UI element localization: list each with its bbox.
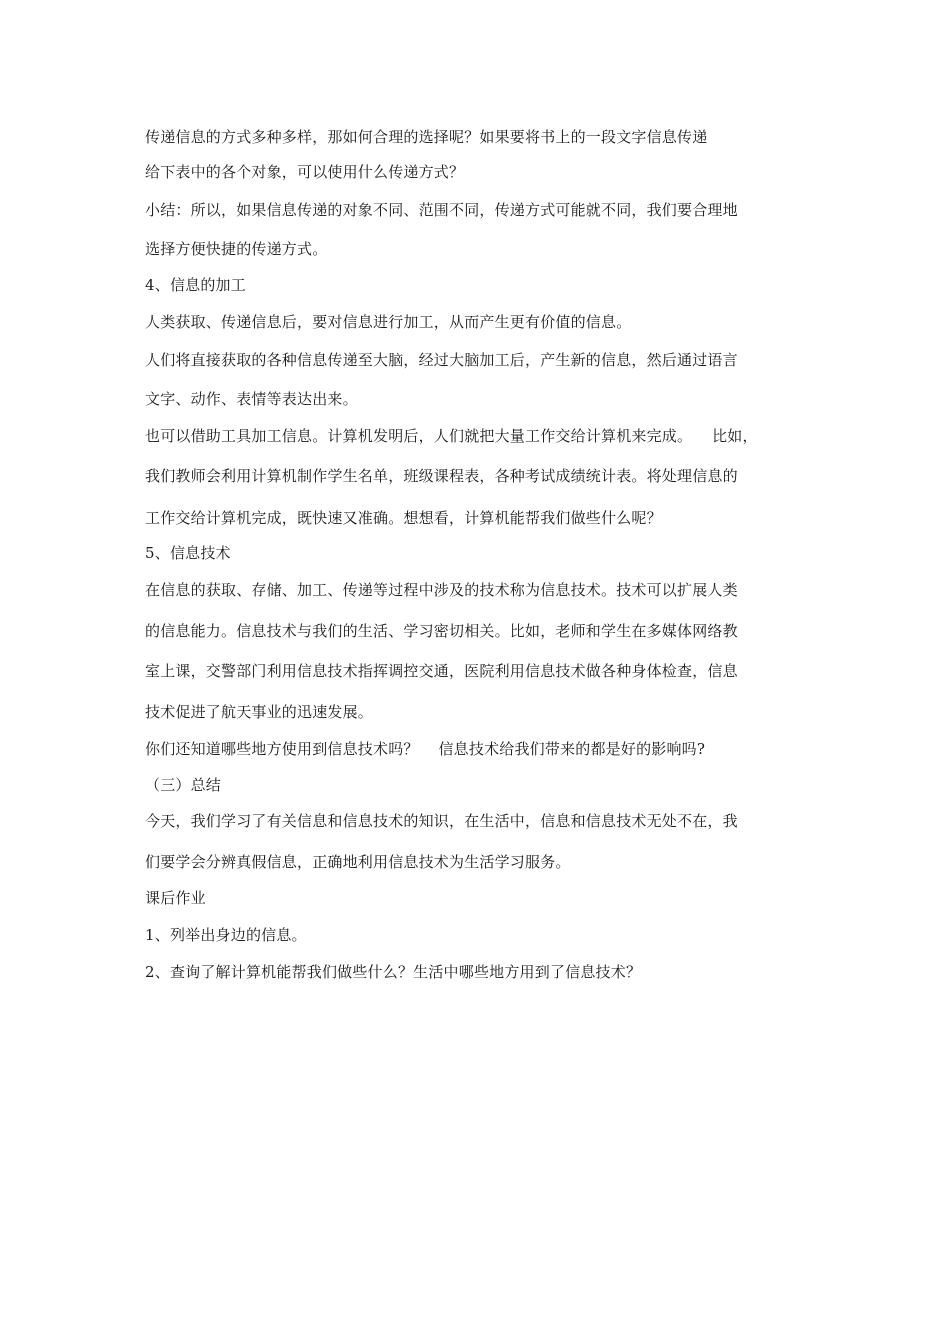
paragraph-line: 文字、动作、表情等表达出来。	[145, 390, 358, 408]
homework-item: 1、列举出身边的信息。	[145, 926, 307, 944]
paragraph-line: 的信息能力。信息技术与我们的生活、学习密切相关。比如，老师和学生在多媒体网络教	[145, 622, 738, 640]
paragraph-line: 们要学会分辨真假信息，正确地利用信息技术为生活学习服务。	[145, 853, 571, 871]
paragraph-line: 小结：所以，如果信息传递的对象不同、范围不同，传递方式可能就不同，我们要合理地	[145, 201, 738, 219]
paragraph-line: 工作交给计算机完成，既快速又准确。想想看，计算机能帮我们做些什么呢？	[145, 509, 662, 527]
paragraph-line: 传递信息的方式多种多样，那如何合理的选择呢？如果要将书上的一段文字信息传递	[145, 128, 708, 146]
paragraph-line: 在信息的获取、存储、加工、传递等过程中涉及的技术称为信息技术。技术可以扩展人类	[145, 581, 738, 599]
section-heading-homework: 课后作业	[145, 889, 206, 907]
paragraph-line: 室上课，交警部门利用信息技术指挥调控交通，医院利用信息技术做各种身体检查，信息	[145, 662, 738, 680]
paragraph-line: 你们还知道哪些地方使用到信息技术吗？ 信息技术给我们带来的都是好的影响吗?	[145, 740, 706, 758]
paragraph-line: 给下表中的各个对象，可以使用什么传递方式？	[145, 163, 465, 181]
paragraph-line: 我们教师会利用计算机制作学生名单，班级课程表，各种考试成绩统计表。将处理信息的	[145, 467, 738, 485]
paragraph-line: 人类获取、传递信息后，要对信息进行加工，从而产生更有价值的信息。	[145, 313, 632, 331]
paragraph-line: 人们将直接获取的各种信息传递至大脑，经过大脑加工后，产生新的信息，然后通过语言	[145, 351, 738, 369]
paragraph-line: 选择方便快捷的传递方式。	[145, 240, 328, 258]
paragraph-line: 技术促进了航天事业的迅速发展。	[145, 703, 374, 721]
homework-item: 2、查询了解计算机能帮我们做些什么？生活中哪些地方用到了信息技术？	[145, 963, 642, 981]
section-heading-5: 5、信息技术	[145, 544, 231, 562]
paragraph-line: 也可以借助工具加工信息。计算机发明后，人们就把大量工作交给计算机来完成。 比如，	[145, 427, 758, 445]
section-heading-summary: （三）总结	[145, 776, 222, 794]
section-heading-4: 4、信息的加工	[145, 276, 246, 294]
paragraph-line: 今天，我们学习了有关信息和信息技术的知识，在生活中，信息和信息技术无处不在，我	[145, 812, 738, 830]
